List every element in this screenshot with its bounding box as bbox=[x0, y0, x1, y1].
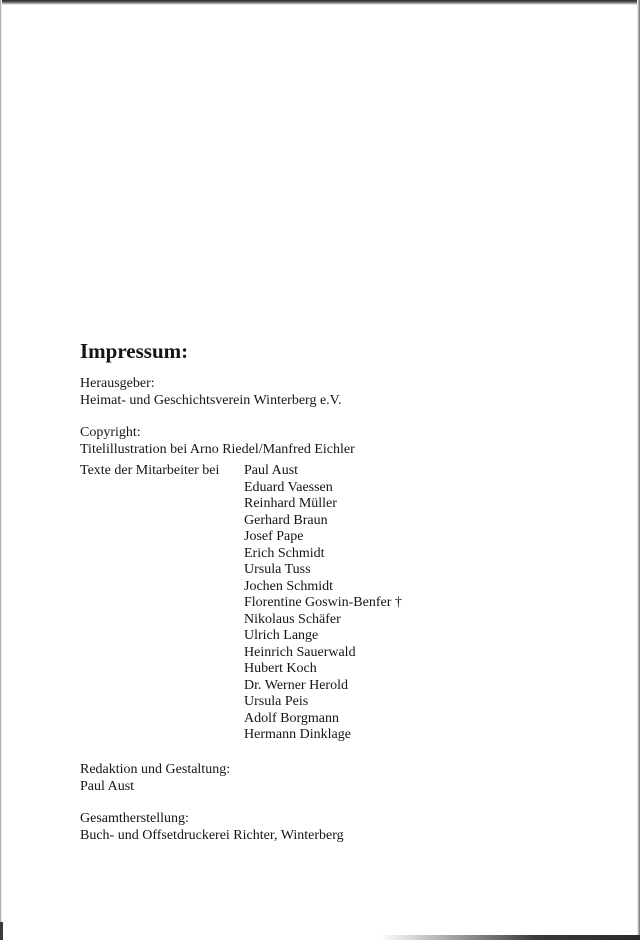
contributor-name: Florentine Goswin-Benfer † bbox=[244, 595, 402, 610]
contributor-name: Josef Pape bbox=[244, 529, 304, 544]
contributor-name: Dr. Werner Herold bbox=[244, 677, 348, 693]
contributor-name: Erich Schmidt bbox=[244, 545, 325, 561]
editing-name: Paul Aust bbox=[80, 778, 135, 794]
title-illustration-credit: Titelillustration bei Arno Riedel/Manfred Eichler bbox=[80, 441, 355, 457]
publisher-label: Herausgeber: bbox=[80, 376, 155, 391]
production-section bbox=[80, 811, 344, 844]
contributor-name: Hermann Dinklage bbox=[244, 727, 351, 742]
contributor-name: Ursula Peis bbox=[244, 694, 309, 709]
contributors-label: Texte der Mitarbeiter bei bbox=[80, 463, 220, 478]
production-name: Buch- und Offsetdruckerei Richter, Winterberg bbox=[80, 827, 344, 843]
scan-edge-top bbox=[0, 0, 640, 5]
contributor-name: Reinhard Müller bbox=[244, 496, 337, 511]
contributor-name: Adolf Borgmann bbox=[244, 710, 340, 726]
publisher-section bbox=[80, 376, 341, 409]
contributor-name: Hubert Koch bbox=[244, 661, 317, 676]
publisher-name: Heimat- und Geschichtsverein Winterberg e.V. bbox=[80, 392, 342, 408]
copyright-section bbox=[80, 425, 355, 458]
contributor-name: Nikolaus Schäfer bbox=[244, 611, 341, 627]
contributor-name: Jochen Schmidt bbox=[244, 578, 334, 594]
copyright-label: Copyright: bbox=[80, 425, 141, 440]
contributor-name: Heinrich Sauerwald bbox=[244, 644, 356, 660]
contributor-name: Eduard Vaessen bbox=[244, 479, 333, 495]
scan-edge-left bbox=[0, 0, 2, 940]
editing-section bbox=[80, 762, 230, 795]
contributors-list bbox=[244, 463, 402, 744]
page-title: Impressum: bbox=[80, 339, 189, 363]
scan-mark bbox=[0, 922, 3, 940]
contributor-name: Ursula Tuss bbox=[244, 562, 311, 577]
contributor-name: Gerhard Braun bbox=[244, 512, 328, 528]
production-label: Gesamtherstellung: bbox=[80, 811, 189, 826]
editing-label: Redaktion und Gestaltung: bbox=[80, 762, 231, 777]
contributor-name: Paul Aust bbox=[244, 463, 299, 478]
scan-edge-bottom bbox=[380, 935, 640, 940]
contributor-name: Ulrich Lange bbox=[244, 628, 319, 643]
